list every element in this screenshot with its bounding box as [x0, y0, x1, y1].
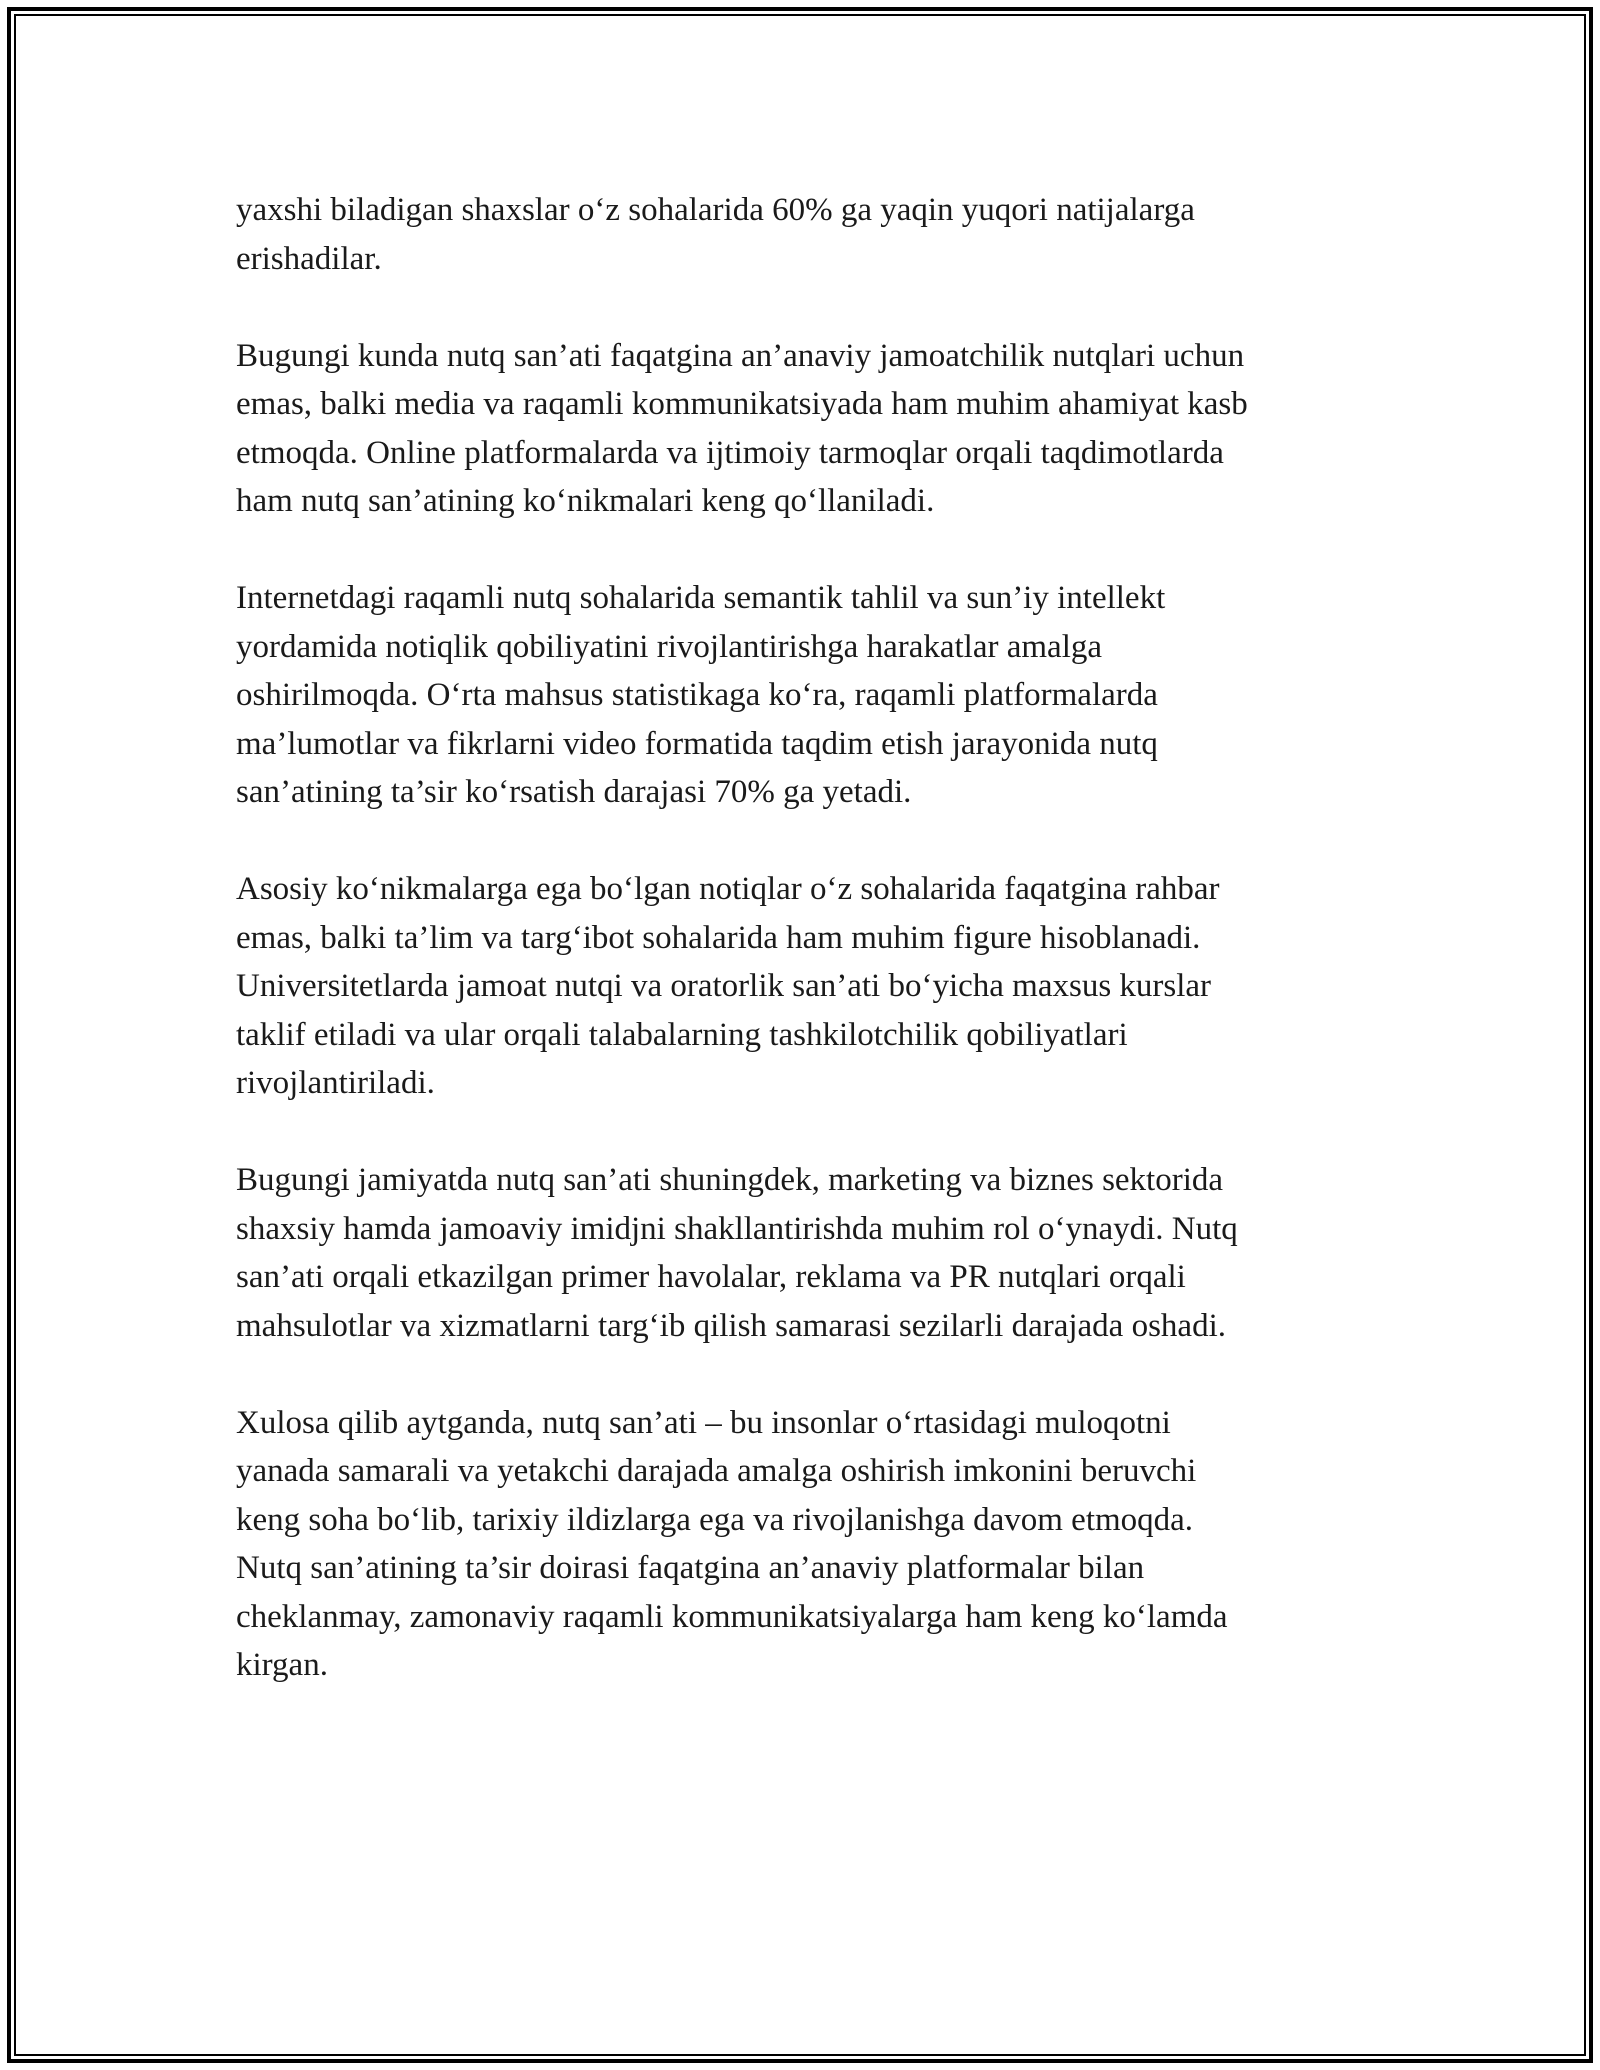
text-line: taklif etiladi va ular orqali talabalarning tashkilotchilik qobiliyatlari: [236, 1016, 1128, 1053]
text-line: emas, balki media va raqamli kommunikatsiyada ham muhim ahamiyat kasb: [236, 386, 1248, 422]
paragraph: [236, 332, 1396, 526]
text-line: etmoqda. Online platformalarda va ijtimoiy tarmoqlar orqali taqdimotlarda: [236, 434, 1224, 471]
text-line: Asosiy ko‘nikmalarga ega bo‘lgan notiqlar o‘z sohalarida faqatgina rahbar: [236, 871, 1220, 907]
text-line: Bugungi kunda nutq san’ati faqatgina an’anaviy jamoatchilik nutqlari uchun: [236, 337, 1245, 374]
paragraph: [236, 574, 1396, 817]
text-line: Xulosa qilib aytganda, nutq san’ati – bu insonlar o‘rtasidagi muloqotni: [236, 1404, 1171, 1441]
paragraph: [236, 186, 1396, 283]
text-line: shaxsiy hamda jamoaviy imidjni shakllantirishda muhim rol o‘ynaydi. Nutq: [236, 1210, 1238, 1247]
text-line: emas, balki ta’lim va targ‘ibot sohalarida ham muhim figure hisoblanadi.: [236, 919, 1201, 956]
text-line: mahsulotlar va xizmatlarni targ‘ib qilish samarasi sezilarli darajada oshadi.: [236, 1307, 1226, 1344]
text-line: yordamida notiqlik qobiliyatini rivojlantirishga harakatlar amalga: [236, 628, 1103, 665]
paragraph: [236, 1399, 1396, 1690]
text-line: san’ati orqali etkazilgan primer havolalar, reklama va PR nutqlari orqali: [236, 1259, 1186, 1295]
text-line: rivojlantiriladi.: [236, 1065, 435, 1101]
text-line: san’atining ta’sir ko‘rsatish darajasi 70% ga yetadi.: [236, 774, 912, 810]
text-line: keng soha bo‘lib, tarixiy ildizlarga ega va rivojlanishga davom etmoqda.: [236, 1501, 1194, 1538]
text-line: ma’lumotlar va fikrlarni video formatida taqdim etish jarayonida nutq: [236, 725, 1158, 762]
text-line: Nutq san’atining ta’sir doirasi faqatgina an’anaviy platformalar bilan: [236, 1550, 1145, 1586]
text-line: Internetdagi raqamli nutq sohalarida semantik tahlil va sun’iy intellekt: [236, 580, 1166, 616]
text-line: ham nutq san’atining ko‘nikmalari keng qo‘llaniladi.: [236, 483, 935, 519]
text-line: cheklanmay, zamonaviy raqamli kommunikatsiyalarga ham keng ko‘lamda: [236, 1598, 1228, 1635]
paragraph: [236, 865, 1396, 1108]
text-line: Bugungi jamiyatda nutq san’ati shuningdek, marketing va biznes sektorida: [236, 1162, 1224, 1198]
paragraph: [236, 1156, 1396, 1350]
document-body: [236, 186, 1396, 1738]
text-line: kirgan.: [236, 1647, 328, 1683]
text-line: yanada samarali va yetakchi darajada amalga oshirish imkonini beruvchi: [236, 1453, 1197, 1489]
text-line: yaxshi biladigan shaxslar o‘z sohalarida 60% ga yaqin yuqori natijalarga: [236, 192, 1195, 228]
text-line: erishadilar.: [236, 240, 382, 277]
text-line: oshirilmoqda. O‘rta mahsus statistikaga ko‘ra, raqamli platformalarda: [236, 677, 1158, 713]
text-line: Universitetlarda jamoat nutqi va oratorlik san’ati bo‘yicha maxsus kurslar: [236, 968, 1212, 1004]
